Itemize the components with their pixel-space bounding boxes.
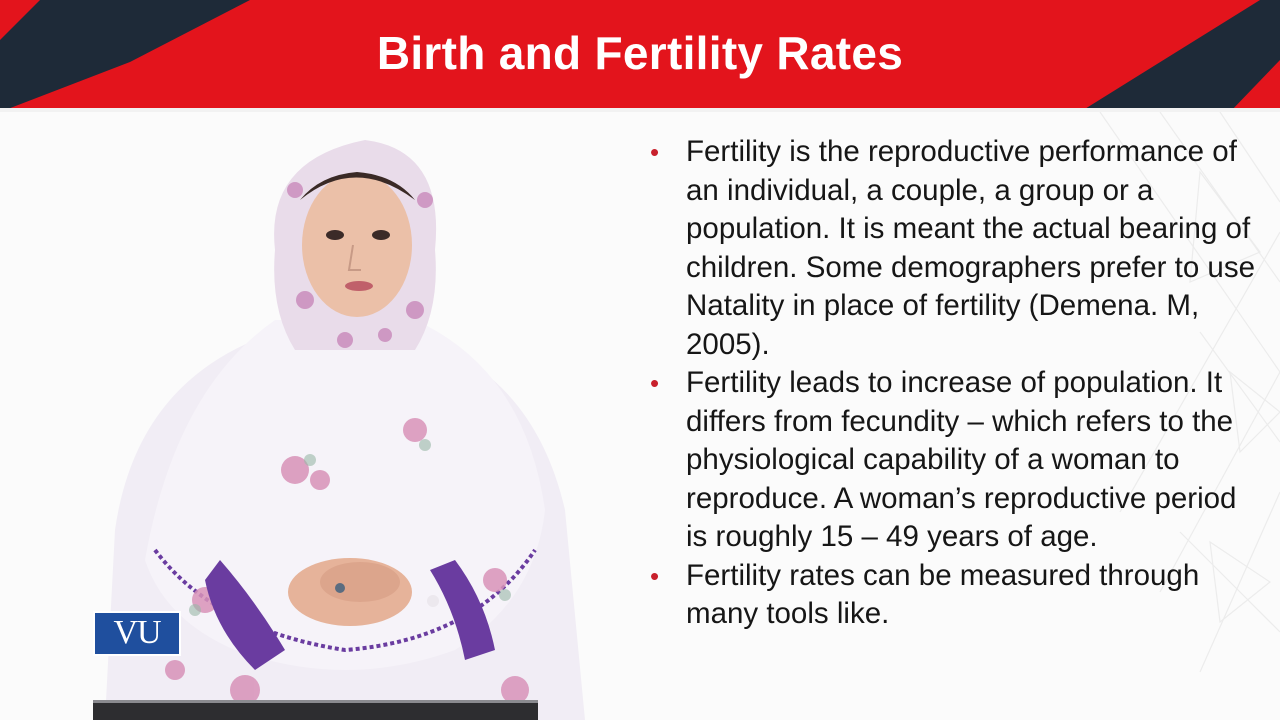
bullet-item — [650, 364, 1265, 557]
bullet-icon: • — [650, 137, 660, 167]
bullet-list — [650, 133, 1265, 634]
bullet-text: Fertility leads to increase of population. It differs from fecundity – which refers to the physiological capability of a woman to reproduce. A woman’s reproductive period is roughly 15 – 49 years of age. — [686, 366, 1237, 553]
bullet-item — [650, 557, 1265, 634]
bullet-icon: • — [650, 560, 660, 591]
bullet-item — [650, 133, 1265, 364]
bullet-text: Fertility rates can be measured through many tools like. — [686, 558, 1200, 630]
bullet-icon: • — [650, 368, 660, 398]
slide-title: Birth and Fertility Rates — [376, 27, 904, 79]
bullet-text: Fertility is the reproductive performance of an individual, a couple, a group or a population. It is meant the actual bearing of children. Some demographers prefer to use Natality in place of fertility (Demena. M, 2005). — [686, 135, 1255, 361]
title-banner — [0, 0, 1280, 112]
desk — [93, 700, 538, 720]
vu-logo: VU — [93, 611, 181, 656]
